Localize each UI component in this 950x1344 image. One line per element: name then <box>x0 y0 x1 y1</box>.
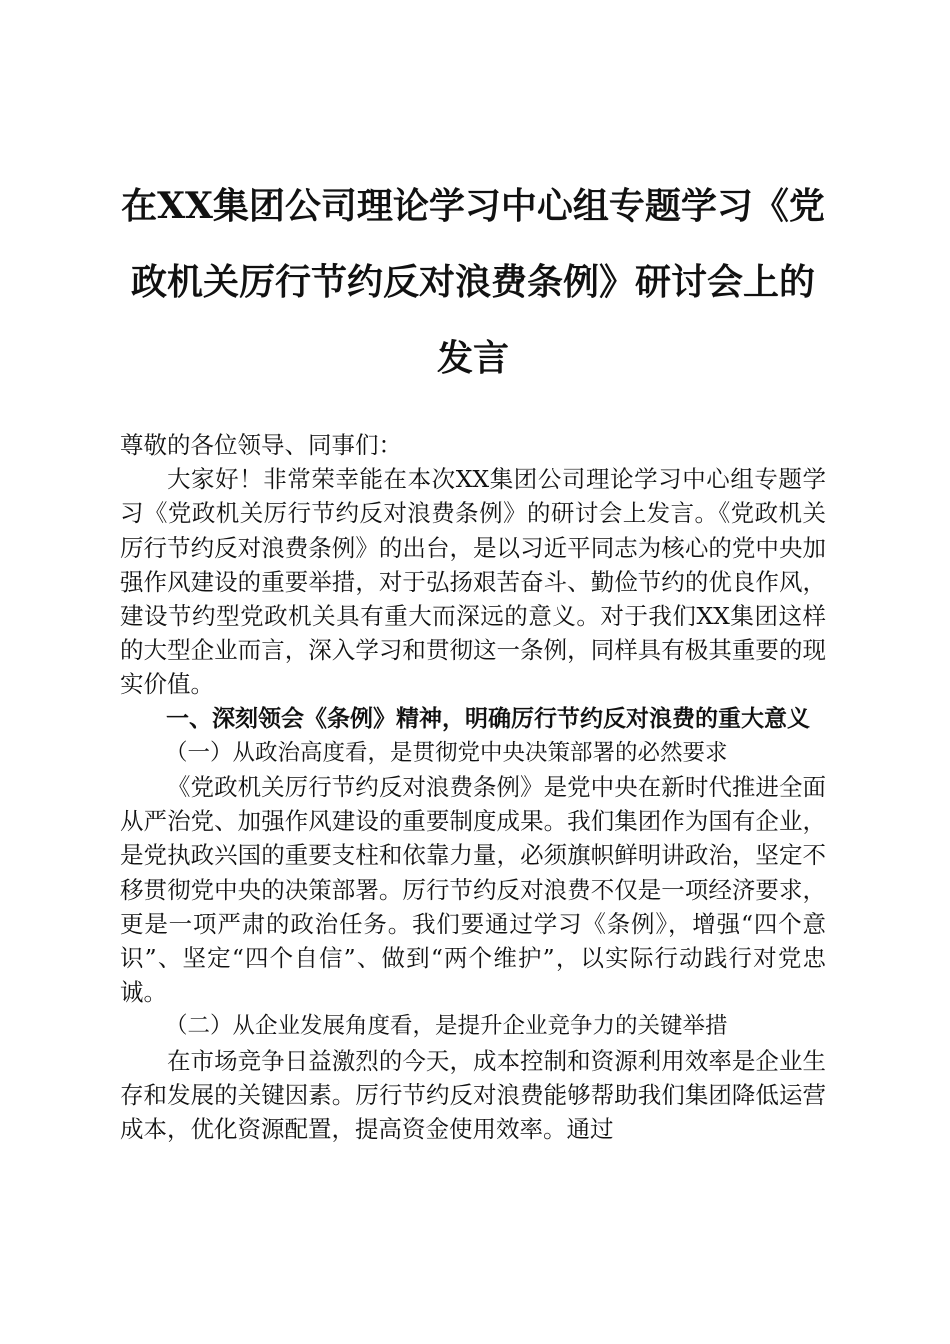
subsection-paragraph-1: 《党政机关厉行节约反对浪费条例》是党中央在新时代推进全面从严治党、加强作风建设的重要制度成果。我们集团作为国有企业，是党执政兴国的重要支柱和依靠力量，必须旗帜鲜明讲政治，坚定不移贯彻党中央的决策部署。厉行节约反对浪费不仅是一项经济要求，更是一项严肃的政治任务。我们要通过学习《条例》，增强“四个意识”、坚定“四个自信”、做到“两个维护”，以实际行动践行对党忠诚。 <box>120 773 826 1007</box>
section-heading-1: 一、深刻领会《条例》精神，明确厉行节约反对浪费的重大意义 <box>166 705 810 732</box>
subsection-heading-1: （一）从政治高度看，是贯彻党中央决策部署的必然要求 <box>165 739 728 766</box>
intro-paragraph: 大家好！非常荣幸能在本次XX集团公司理论学习中心组专题学习《党政机关厉行节约反对浪费条例》的研讨会上发言。《党政机关厉行节约反对浪费条例》的出台，是以习近平同志为核心的党中央加强作风建设的重要举措，对于弘扬艰苦奋斗、勤俭节约的优良作风，建设节约型党政机关具有重大而深远的意义。对于我们XX集团这样的大型企业而言，深入学习和贯彻这一条例，同样具有极其重要的现实价值。 <box>120 465 826 699</box>
subsection-paragraph-2: 在市场竞争日益激烈的今天，成本控制和资源利用效率是企业生存和发展的关键因素。厉行节约反对浪费能够帮助我们集团降低运营成本，优化资源配置，提高资金使用效率。通过 <box>120 1046 826 1144</box>
subsection-heading-2: （二）从企业发展角度看，是提升企业竞争力的关键举措 <box>165 1013 728 1040</box>
greeting: 尊敬的各位领导、同事们： <box>120 431 402 459</box>
document-body <box>120 428 826 1146</box>
document-title: 在XX集团公司理论学习中心组专题学习《党政机关厉行节约反对浪费条例》研讨会上的发言 <box>121 185 825 379</box>
